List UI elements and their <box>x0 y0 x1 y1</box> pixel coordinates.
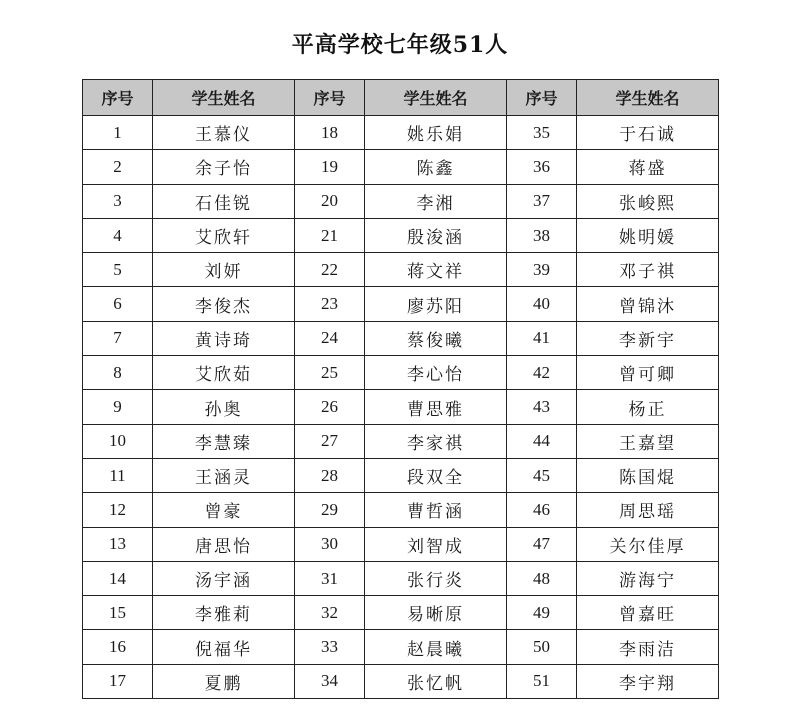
student-name-cell: 邓子祺 <box>577 253 719 287</box>
table-row <box>83 390 719 424</box>
student-name-cell: 李俊杰 <box>153 287 295 321</box>
serial-number-cell: 3 <box>83 184 153 218</box>
student-name-cell: 曾锦沐 <box>577 287 719 321</box>
serial-number-cell: 51 <box>507 664 577 698</box>
student-name-cell: 曹思雅 <box>365 390 507 424</box>
header-serial-3: 序号 <box>507 80 577 116</box>
serial-number-cell: 6 <box>83 287 153 321</box>
student-roster-table <box>82 79 719 699</box>
student-name-cell: 刘智成 <box>365 527 507 561</box>
student-name-cell: 艾欣轩 <box>153 218 295 252</box>
serial-number-cell: 38 <box>507 218 577 252</box>
student-name-cell: 蒋盛 <box>577 150 719 184</box>
student-name-cell: 杨正 <box>577 390 719 424</box>
table-row <box>83 218 719 252</box>
table-row <box>83 561 719 595</box>
student-name-cell: 夏鹏 <box>153 664 295 698</box>
header-student-name-2: 学生姓名 <box>365 80 507 116</box>
serial-number-cell: 7 <box>83 321 153 355</box>
student-name-cell: 李家祺 <box>365 424 507 458</box>
serial-number-cell: 35 <box>507 116 577 150</box>
student-name-cell: 张峻熙 <box>577 184 719 218</box>
serial-number-cell: 39 <box>507 253 577 287</box>
student-name-cell: 张忆帆 <box>365 664 507 698</box>
student-name-cell: 关尔佳厚 <box>577 527 719 561</box>
student-name-cell: 曾可卿 <box>577 356 719 390</box>
student-name-cell: 倪福华 <box>153 630 295 664</box>
table-row <box>83 630 719 664</box>
table-row <box>83 527 719 561</box>
serial-number-cell: 15 <box>83 596 153 630</box>
serial-number-cell: 25 <box>295 356 365 390</box>
serial-number-cell: 31 <box>295 561 365 595</box>
student-name-cell: 王涵灵 <box>153 458 295 492</box>
serial-number-cell: 49 <box>507 596 577 630</box>
serial-number-cell: 33 <box>295 630 365 664</box>
student-name-cell: 周思瑶 <box>577 493 719 527</box>
student-name-cell: 姚明媛 <box>577 218 719 252</box>
serial-number-cell: 1 <box>83 116 153 150</box>
table-row <box>83 356 719 390</box>
serial-number-cell: 48 <box>507 561 577 595</box>
student-name-cell: 张行炎 <box>365 561 507 595</box>
student-name-cell: 艾欣茹 <box>153 356 295 390</box>
serial-number-cell: 20 <box>295 184 365 218</box>
serial-number-cell: 27 <box>295 424 365 458</box>
student-name-cell: 蒋文祥 <box>365 253 507 287</box>
student-name-cell: 王慕仪 <box>153 116 295 150</box>
serial-number-cell: 2 <box>83 150 153 184</box>
student-name-cell: 余子怡 <box>153 150 295 184</box>
serial-number-cell: 23 <box>295 287 365 321</box>
student-name-cell: 陈国焜 <box>577 458 719 492</box>
serial-number-cell: 22 <box>295 253 365 287</box>
student-name-cell: 易晰原 <box>365 596 507 630</box>
serial-number-cell: 11 <box>83 458 153 492</box>
serial-number-cell: 32 <box>295 596 365 630</box>
student-name-cell: 李心怡 <box>365 356 507 390</box>
serial-number-cell: 12 <box>83 493 153 527</box>
table-row <box>83 424 719 458</box>
student-name-cell: 石佳锐 <box>153 184 295 218</box>
serial-number-cell: 16 <box>83 630 153 664</box>
serial-number-cell: 36 <box>507 150 577 184</box>
student-name-cell: 李雨洁 <box>577 630 719 664</box>
student-name-cell: 孙奥 <box>153 390 295 424</box>
page-title: 平高学校七年级51人 <box>291 32 509 58</box>
serial-number-cell: 17 <box>83 664 153 698</box>
student-name-cell: 黄诗琦 <box>153 321 295 355</box>
serial-number-cell: 41 <box>507 321 577 355</box>
serial-number-cell: 10 <box>83 424 153 458</box>
table-row <box>83 596 719 630</box>
student-name-cell: 王嘉望 <box>577 424 719 458</box>
serial-number-cell: 19 <box>295 150 365 184</box>
serial-number-cell: 47 <box>507 527 577 561</box>
serial-number-cell: 14 <box>83 561 153 595</box>
header-serial-1: 序号 <box>83 80 153 116</box>
table-row <box>83 321 719 355</box>
student-name-cell: 曾豪 <box>153 493 295 527</box>
serial-number-cell: 4 <box>83 218 153 252</box>
student-name-cell: 段双全 <box>365 458 507 492</box>
serial-number-cell: 44 <box>507 424 577 458</box>
student-name-cell: 刘妍 <box>153 253 295 287</box>
table-row <box>83 664 719 698</box>
table-header-row <box>83 80 719 116</box>
table-row <box>83 493 719 527</box>
student-name-cell: 唐思怡 <box>153 527 295 561</box>
header-student-name-1: 学生姓名 <box>153 80 295 116</box>
serial-number-cell: 26 <box>295 390 365 424</box>
serial-number-cell: 45 <box>507 458 577 492</box>
serial-number-cell: 5 <box>83 253 153 287</box>
serial-number-cell: 18 <box>295 116 365 150</box>
student-name-cell: 曹哲涵 <box>365 493 507 527</box>
table-row <box>83 116 719 150</box>
serial-number-cell: 34 <box>295 664 365 698</box>
student-name-cell: 姚乐娟 <box>365 116 507 150</box>
student-name-cell: 殷浚涵 <box>365 218 507 252</box>
serial-number-cell: 24 <box>295 321 365 355</box>
table-row <box>83 458 719 492</box>
student-name-cell: 陈鑫 <box>365 150 507 184</box>
student-name-cell: 李慧臻 <box>153 424 295 458</box>
table-row <box>83 287 719 321</box>
student-name-cell: 李湘 <box>365 184 507 218</box>
serial-number-cell: 21 <box>295 218 365 252</box>
student-name-cell: 李宇翔 <box>577 664 719 698</box>
header-serial-2: 序号 <box>295 80 365 116</box>
student-name-cell: 汤宇涵 <box>153 561 295 595</box>
student-name-cell: 李雅莉 <box>153 596 295 630</box>
student-name-cell: 李新宇 <box>577 321 719 355</box>
serial-number-cell: 28 <box>295 458 365 492</box>
student-name-cell: 于石诚 <box>577 116 719 150</box>
serial-number-cell: 9 <box>83 390 153 424</box>
serial-number-cell: 30 <box>295 527 365 561</box>
student-name-cell: 游海宁 <box>577 561 719 595</box>
serial-number-cell: 43 <box>507 390 577 424</box>
table-row <box>83 184 719 218</box>
student-name-cell: 曾嘉旺 <box>577 596 719 630</box>
table-row <box>83 150 719 184</box>
serial-number-cell: 40 <box>507 287 577 321</box>
serial-number-cell: 13 <box>83 527 153 561</box>
student-name-cell: 蔡俊曦 <box>365 321 507 355</box>
student-name-cell: 廖苏阳 <box>365 287 507 321</box>
table-row <box>83 253 719 287</box>
serial-number-cell: 46 <box>507 493 577 527</box>
serial-number-cell: 29 <box>295 493 365 527</box>
header-student-name-3: 学生姓名 <box>577 80 719 116</box>
serial-number-cell: 8 <box>83 356 153 390</box>
student-name-cell: 赵晨曦 <box>365 630 507 664</box>
serial-number-cell: 42 <box>507 356 577 390</box>
serial-number-cell: 50 <box>507 630 577 664</box>
serial-number-cell: 37 <box>507 184 577 218</box>
